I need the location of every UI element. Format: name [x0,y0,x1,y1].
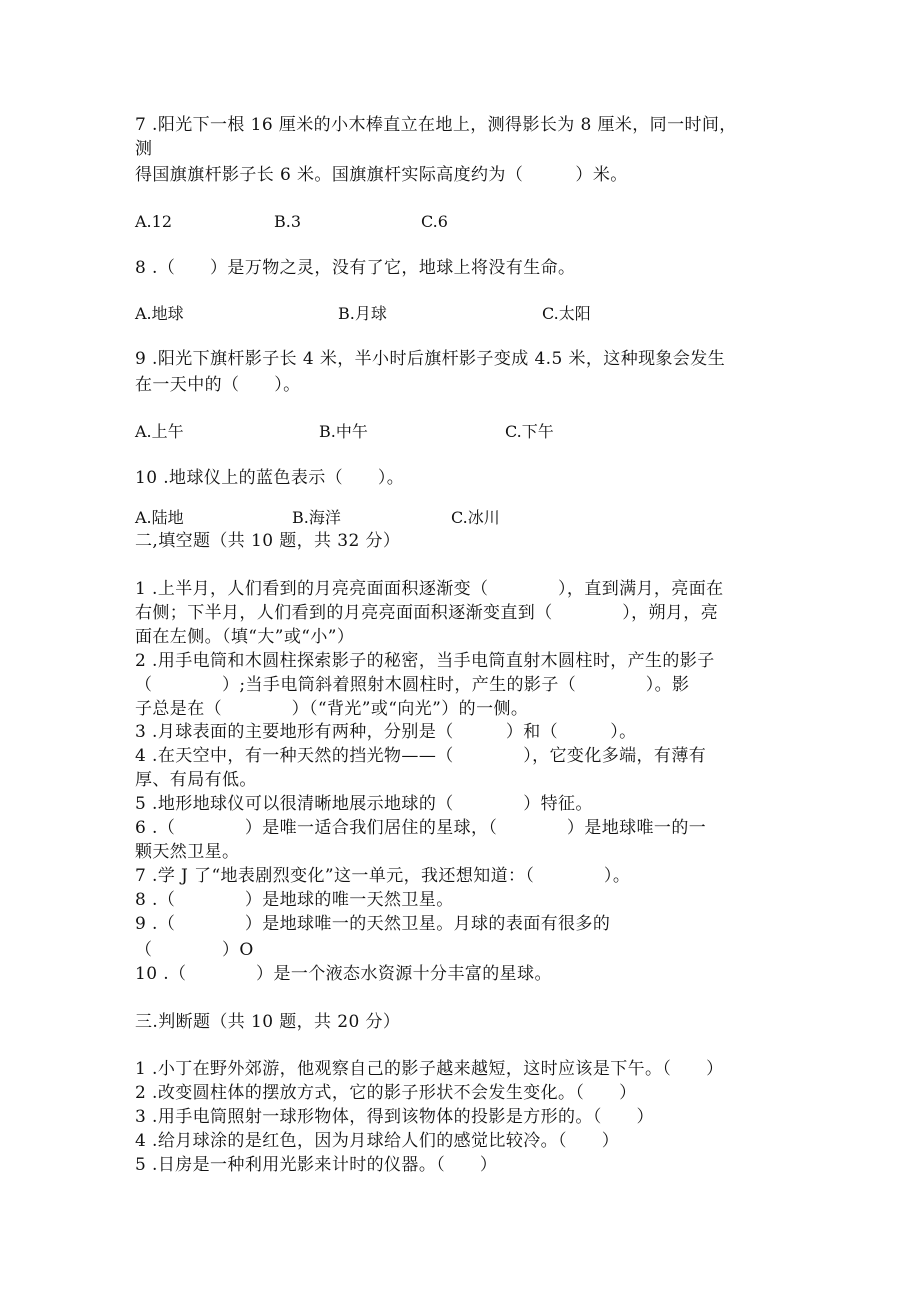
q10-option-a: A.陆地 [135,508,184,527]
fill-section-heading: 二,填空题（共 10 题，共 32 分） [135,531,401,551]
fill-line: 子总是在（ ）（“背光”或“向光”）的一侧。 [135,699,529,719]
q7-line3: 得国旗旗杆影子长 6 米。国旗旗杆实际高度约为（ ）米。 [135,165,628,185]
q8-option-c: C.太阳 [542,304,591,323]
fill-line: 10 .（ ）是一个液态水资源十分丰富的星球。 [135,964,552,984]
q10-line1: 10 .地球仪上的蓝色表示（ ）。 [135,468,405,488]
q7-option-c: C.6 [421,212,448,231]
fill-line: 9 .（ ）是地球唯一的天然卫星。月球的表面有很多的 [135,914,611,934]
q7-line2: 测 [135,139,153,159]
fill-line: 4 .在天空中，有一种天然的挡光物——（ ），它变化多端，有薄有 [135,746,707,766]
fill-line: 7 .学 J 了“地表剧烈变化”这一单元，我还想知道：（ ）。 [135,866,631,886]
q9-line1: 9 .阳光下旗杆影子长 4 米，半小时后旗杆影子变成 4.5 米，这种现象会发生 [135,349,726,369]
judge-line: 2 .改变圆柱体的摆放方式，它的影子形状不会发生变化。（ ） [135,1083,637,1103]
fill-line: 5 .地形地球仪可以很清晰地展示地球的（ ）特征。 [135,794,593,814]
fill-line: 2 .用手电筒和木圆柱探索影子的秘密，当手电筒直射木圆柱时，产生的影子 [135,651,715,671]
q7-option-a: A.12 [135,212,172,231]
judge-section-heading: 三.判断题（共 10 题，共 20 分） [135,1012,401,1032]
fill-line: 8 .（ ）是地球的唯一天然卫星。 [135,890,454,910]
fill-line: 6 .（ ）是唯一适合我们居住的星球，（ ）是地球唯一的一 [135,818,707,838]
judge-line: 1 .小丁在野外郊游，他观察自己的影子越来越短，这时应该是下午。（ ） [135,1059,724,1079]
fill-line: （ ）O [135,940,254,960]
q7-line1: 7 .阳光下一根 16 厘米的小木棒直立在地上，测得影长为 8 厘米，同一时间， [135,115,737,135]
q8-line1: 8 .（ ）是万物之灵，没有了它，地球上将没有生命。 [135,258,576,278]
judge-line: 3 .用手电筒照射一球形物体，得到该物体的投影是方形的。（ ） [135,1107,654,1127]
judge-line: 5 .日房是一种利用光影来计时的仪器。（ ） [135,1155,498,1175]
fill-line: 厚、有局有低。 [135,770,257,790]
fill-line: 1 .上半月，人们看到的月亮亮面面积逐渐变（ ），直到满月，亮面在 [135,579,724,599]
fill-line: 右侧；下半月，人们看到的月亮亮面面积逐渐变直到（ ），朔月，亮 [135,603,719,623]
q9-option-a: A.上午 [135,422,184,441]
fill-line: 面在左侧。（填“大”或“小”） [135,627,355,647]
q10-option-b: B.海洋 [292,508,341,527]
judge-line: 4 .给月球涂的是红色，因为月球给人们的感觉比较冷。（ ） [135,1131,620,1151]
fill-line: 3 .月球表面的主要地形有两种，分别是（ ）和（ ）。 [135,722,637,742]
q10-option-c: C.冰川 [451,508,500,527]
q9-option-b: B.中午 [319,422,368,441]
fill-line: （ ）;当手电筒斜着照射木圆柱时，产生的影子（ ）。影 [135,675,690,695]
q7-option-b: B.3 [274,212,302,231]
q8-option-a: A.地球 [135,304,184,323]
fill-line: 颗天然卫星。 [135,842,240,862]
q9-line2: 在一天中的（ ）。 [135,375,301,395]
q8-option-b: B.月球 [338,304,387,323]
q9-option-c: C.下午 [505,422,554,441]
